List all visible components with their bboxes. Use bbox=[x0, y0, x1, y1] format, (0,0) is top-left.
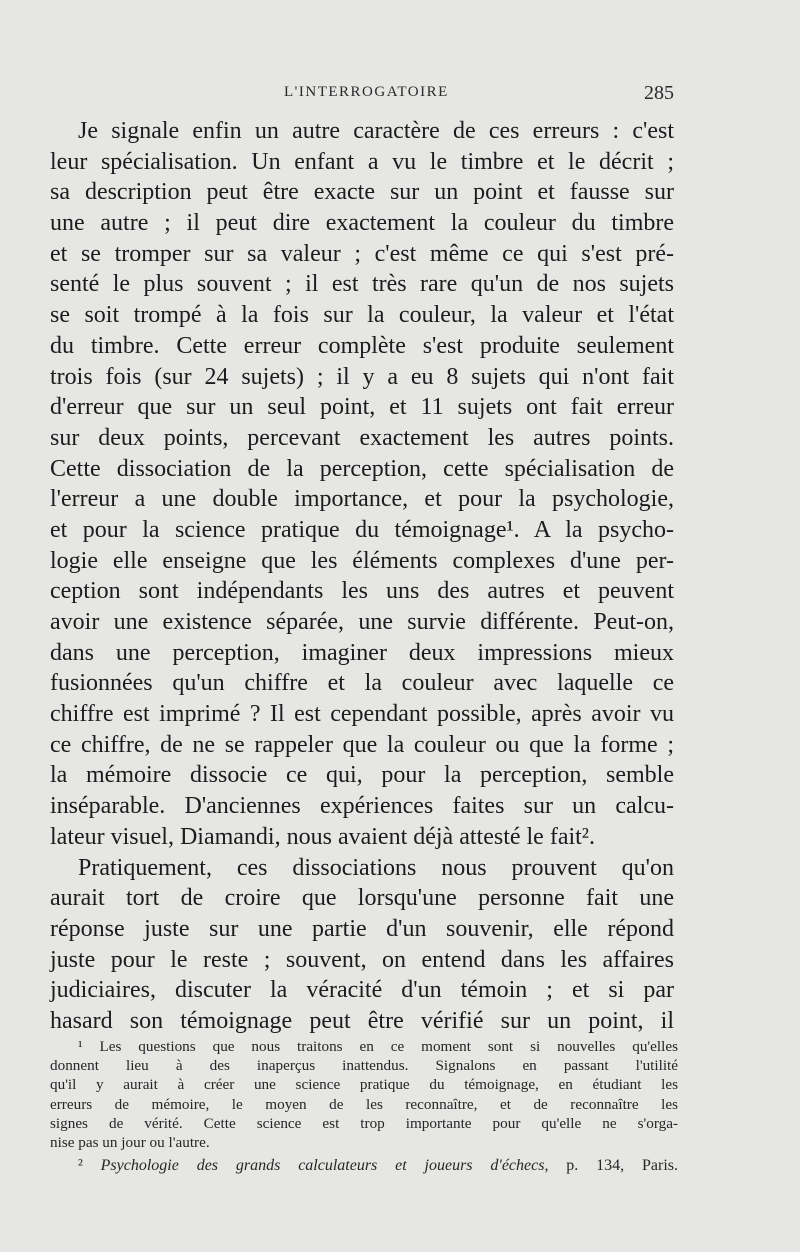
text-line: hasard son témoignage peut être vérifié sur un point, il bbox=[50, 1007, 674, 1034]
text-line: sur deux points, percevant exactement les autres points. bbox=[50, 424, 674, 451]
text-line: l'erreur a une double importance, et pour la psychologie, bbox=[50, 486, 674, 513]
running-header bbox=[62, 84, 674, 106]
page-number: 285 bbox=[644, 82, 674, 104]
main-text bbox=[50, 116, 674, 1037]
footnote-line: nise pas un jour ou l'autre. bbox=[50, 1133, 210, 1151]
footnote-line bbox=[50, 1156, 678, 1175]
footnote-line: donnent lieu à des inaperçus inattendus. Signalons en passant l'utilité bbox=[50, 1057, 678, 1075]
chapter-title: L'INTERROGATOIRE bbox=[284, 84, 449, 100]
text-line: la mémoire dissocie ce qui, pour la perception, semble bbox=[50, 762, 674, 789]
text-line: judiciaires, discuter la véracité d'un témoin ; et si par bbox=[50, 977, 674, 1004]
text-line: logie elle enseigne que les éléments complexes d'une per- bbox=[50, 547, 674, 574]
text-line: d'erreur que sur un seul point, et 11 sujets ont fait erreur bbox=[50, 394, 674, 421]
text-line: senté le plus souvent ; il est très rare qu'un de nos sujets bbox=[50, 271, 674, 298]
citation-detail: p. 134, Paris. bbox=[548, 1157, 679, 1175]
text-line: lateur visuel, Diamandi, nous avaient déjà attesté le fait². bbox=[50, 823, 596, 850]
text-line: réponse juste sur une partie d'un souvenir, elle répond bbox=[50, 915, 674, 942]
footnote-2 bbox=[50, 1156, 678, 1175]
text-line: du timbre. Cette erreur complète s'est produite seulement bbox=[50, 332, 674, 359]
text-line: sa description peut être exacte sur un point et fausse sur bbox=[50, 179, 674, 206]
text-line: fusionnées qu'un chiffre et la couleur avec laquelle ce bbox=[50, 670, 674, 697]
text-line: dans une perception, imaginer deux impressions mieux bbox=[50, 639, 674, 666]
text-line: ception sont indépendants les uns des autres et peuvent bbox=[50, 578, 674, 605]
text-line: Cette dissociation de la perception, cette spécialisation de bbox=[50, 455, 674, 482]
footnotes bbox=[50, 1037, 678, 1175]
text-line: aurait tort de croire que lorsqu'une personne fait une bbox=[50, 885, 674, 912]
text-line: inséparable. D'anciennes expériences faites sur un calcu- bbox=[50, 793, 674, 820]
text-line: se soit trompé à la fois sur la couleur, la valeur et l'état bbox=[50, 302, 674, 329]
text-line: trois fois (sur 24 sujets) ; il y a eu 8 sujets qui n'ont fait bbox=[50, 363, 674, 390]
text-line: et se tromper sur sa valeur ; c'est même ce qui s'est pré- bbox=[50, 240, 674, 267]
footnote-marker: ² bbox=[78, 1157, 83, 1175]
cited-work-title: Psychologie des grands calculateurs et joueurs d'échecs, bbox=[100, 1157, 549, 1175]
text-line: Pratiquement, ces dissociations nous prouvent qu'on bbox=[78, 854, 674, 881]
text-line: Je signale enfin un autre caractère de ces erreurs : c'est bbox=[78, 118, 674, 144]
text-line: leur spécialisation. Un enfant a vu le timbre et le décrit ; bbox=[50, 148, 674, 175]
footnote-line: qu'il y aurait à créer une science pratique du témoignage, en étudiant les bbox=[50, 1076, 678, 1094]
text-line: une autre ; il peut dire exactement la couleur du timbre bbox=[50, 210, 674, 237]
footnote-line: signes de vérité. Cette science est trop importante pour qu'elle ne s'orga- bbox=[50, 1114, 678, 1132]
text-line: et pour la science pratique du témoignage¹. A la psycho- bbox=[50, 516, 674, 543]
text-line: ce chiffre, de ne se rappeler que la couleur ou que la forme ; bbox=[50, 731, 674, 758]
footnote-1 bbox=[50, 1037, 678, 1152]
text-line: avoir une existence séparée, une survie différente. Peut-on, bbox=[50, 609, 674, 635]
footnote-line: ¹ Les questions que nous traitons en ce moment sont si nouvelles qu'elles bbox=[78, 1038, 678, 1055]
text-line: juste pour le reste ; souvent, on entend dans les affaires bbox=[50, 946, 674, 973]
footnote-line: erreurs de mémoire, le moyen de les reconnaître, et de reconnaître les bbox=[50, 1095, 678, 1113]
text-line: chiffre est imprimé ? Il est cependant possible, après avoir vu bbox=[50, 701, 674, 728]
